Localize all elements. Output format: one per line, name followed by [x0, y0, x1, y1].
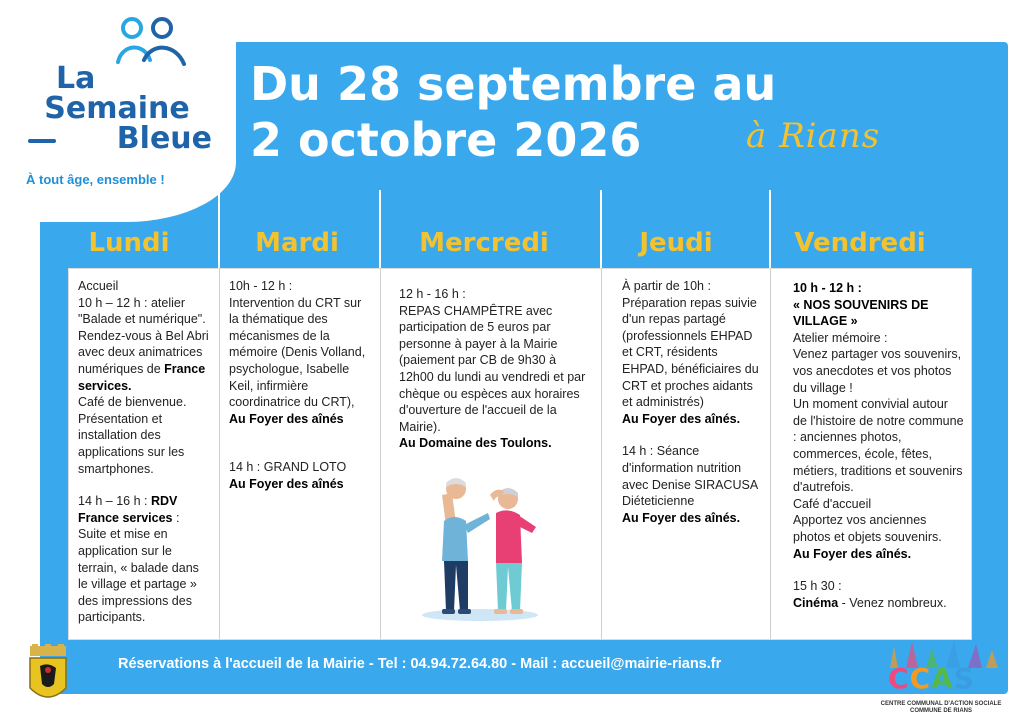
schedule-text: Apportez vos anciennes photos et objets souvenirs. [793, 513, 942, 544]
schedule-text [78, 295, 211, 395]
schedule-text [793, 595, 965, 612]
schedule-text: 10h - 12 h : [229, 279, 293, 293]
schedule-text: REPAS CHAMPÊTRE avec participation de 5 euros par personne à payer à la Mairie (paiement par CB de 9h30 à 12h00 du lundi au vendredi et par chèque ou espèces aux horaires d'ouverture de l'accueil de la Mairie). [399, 303, 586, 434]
schedule-text [78, 493, 211, 626]
column-divider [218, 190, 220, 270]
logo-line-3: Bleue [116, 121, 212, 156]
ccas-logo [880, 640, 1002, 720]
event-dates-heading [250, 56, 776, 168]
schedule-text: Venez partager vos souvenirs, vos anecdotes et vos photos du village ! [793, 347, 962, 395]
schedule-text: Un moment convivial autour de l'histoire de notre commune : anciennes photos, commerces, école, fêtes, métiers, traditions et souvenirs d'autrefois. [793, 397, 964, 495]
semaine-bleue-logo [22, 14, 222, 187]
day-header-vendredi: Vendredi [794, 228, 926, 258]
schedule-highlight: Au Foyer des aînés [229, 411, 344, 426]
logo-line-2: Semaine [44, 91, 190, 126]
ccas-subtitle [880, 701, 1002, 715]
schedule-highlight: Cinéma [793, 595, 839, 610]
ccas-wordmark [888, 662, 975, 695]
schedule-highlight: France services. [78, 361, 206, 393]
ccas-letter: S [953, 662, 975, 695]
logo-dash [28, 139, 56, 143]
schedule-highlight: Au Foyer des aînés. [622, 510, 741, 525]
schedule-highlight: Au Foyer des aînés [229, 476, 344, 491]
schedule-highlight: 10 h - 12 h : [793, 281, 862, 295]
day-header-mercredi: Mercredi [419, 228, 549, 258]
schedule-text: Présentation et installation des applications sur les smartphones. [78, 411, 185, 476]
ccas-letter: C [909, 662, 932, 695]
schedule-text: Café d'accueil [793, 496, 872, 511]
schedule-column-lundi [69, 269, 219, 639]
day-header-lundi: Lundi [88, 228, 170, 258]
schedule-text: 15 h 30 : [793, 579, 842, 594]
schedule-highlight: RDV France services [78, 494, 178, 525]
schedule-column-mardi [219, 269, 380, 639]
schedule-text: Intervention du CRT sur la thématique des mécanismes de la mémoire (Denis Volland, psychologue, Isabelle Keil, infirmière coordinatrice du CRT), [229, 295, 366, 410]
heading-line-1: Du 28 septembre au [250, 57, 777, 111]
elderly-couple-exercising-icon [418, 465, 548, 625]
ccas-subtitle-line: COMMUNE DE RIANS [909, 708, 972, 714]
schedule-text: Café de bienvenue. [78, 395, 187, 410]
schedule-highlight: Au Domaine des Toulons. [399, 436, 552, 451]
ccas-letter: A [931, 662, 954, 695]
schedule-text: 10 h – 12 h : atelier "Balade et numérique". Rendez-vous à Bel Abri avec deux animatrices numériques de [78, 295, 209, 376]
column-divider [769, 190, 771, 270]
schedule-column-vendredi [770, 269, 973, 639]
day-header-jeudi: Jeudi [639, 228, 713, 258]
column-divider [379, 190, 381, 270]
rians-coat-of-arms-icon [26, 644, 70, 710]
logo-line-1: La [56, 61, 96, 96]
schedule-text: 14 h – 16 h : [78, 494, 151, 509]
schedule-text: À partir de 10h : [622, 279, 711, 293]
column-divider [600, 190, 602, 270]
logo-tagline: À tout âge, ensemble ! [26, 172, 165, 187]
schedule-highlight: Au Foyer des aînés. [622, 411, 741, 426]
reservation-footer: Réservations à l'accueil de la Mairie - Tel : 04.94.72.64.80 - Mail : accueil@mairie-rians.fr [118, 656, 722, 672]
heading-line-2: 2 octobre 2026 [250, 113, 642, 167]
ccas-subtitle-line: CENTRE COMMUNAL D'ACTION SOCIALE [880, 701, 1002, 707]
location-script: à Rians [746, 116, 881, 156]
schedule-text: Atelier mémoire : [793, 330, 888, 345]
day-header-mardi: Mardi [255, 228, 339, 258]
schedule-highlight: Au Foyer des aînés. [793, 546, 912, 561]
schedule-text: Préparation repas suivie d'un repas partagé (professionnels EHPAD et CRT, résidents EHPAD, bénéficiaires du CRT et proches aidants et administrés) [622, 295, 759, 410]
schedule-text: 12 h - 16 h : [399, 287, 466, 301]
ccas-letter: C [888, 662, 910, 695]
schedule-text: Accueil [78, 279, 119, 293]
schedule-text: - Venez nombreux. [838, 595, 947, 610]
schedule-text: 14 h : GRAND LOTO [229, 460, 347, 475]
schedule-column-jeudi [601, 269, 770, 639]
schedule-highlight: « NOS SOUVENIRS DE VILLAGE » [793, 297, 929, 329]
semaine-bleue-figures-icon [114, 14, 190, 70]
schedule-text: 14 h : Séance d'information nutrition avec Denise SIRACUSA Diéteticienne [622, 444, 758, 509]
schedule-text: : Suite et mise en application sur le terrain, « balade dans le village et partage » des impressions des participants. [78, 510, 199, 625]
